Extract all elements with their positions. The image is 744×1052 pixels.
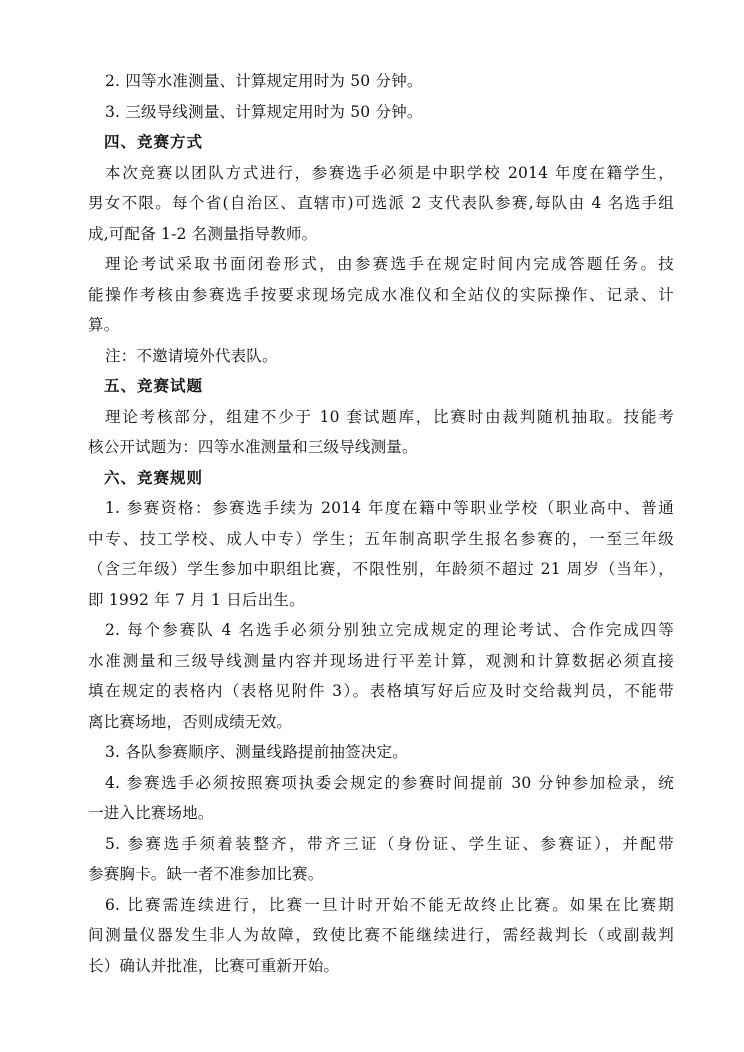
rule-line: 水准测量和三级导线测量内容并现场进行平差计算，观测和计算数据必须直接 (88, 651, 674, 670)
rule-line: （含三年级）学生参加中职组比赛，不限性别，年龄须不超过 21 周岁（当年）， (88, 560, 674, 578)
paragraph-line: 核公开试题为：四等水准测量和三级导线测量。 (88, 438, 418, 456)
rule-line: 2. 每个参赛队 4 名选手必须分别独立完成规定的理论考试、合作完成四等 (105, 621, 674, 639)
paragraph-line: 本次竞赛以团队方式进行，参赛选手必须是中职学校 2014 年度在籍学生， (105, 163, 674, 182)
rule-line: 1. 参赛资格：参赛选手续为 2014 年度在籍中等职业学校（职业高中、普通 (105, 499, 674, 517)
paragraph-line: 算。 (88, 316, 120, 334)
rule-line: 3. 各队参赛顺序、测量线路提前抽签决定。 (105, 743, 408, 761)
rule-line: 一进入比赛场地。 (88, 804, 214, 822)
section-heading-competition-format: 四、竞赛方式 (104, 132, 204, 151)
paragraph-line: 男女不限。每个省(自治区、直辖市)可选派 2 支代表队参赛,每队由 4 名选手组 (88, 194, 674, 212)
rule-line: 5. 参赛选手须着装整齐，带齐三证（身份证、学生证、参赛证），并配带 (105, 834, 674, 853)
rule-line: 6. 比赛需连续进行，比赛一旦计时开始不能无故终止比赛。如果在比赛期 (105, 895, 674, 914)
rule-line: 即 1992 年 7 月 1 日后出生。 (88, 590, 305, 609)
rule-line: 长）确认并批准，比赛可重新开始。 (88, 956, 340, 975)
rule-line: 中专、技工学校、成人中专）学生；五年制高职学生报名参赛的，一至三年级 (88, 529, 674, 548)
paragraph-line: 能操作考核由参赛选手按要求现场完成水准仪和全站仪的实际操作、记录、计 (88, 285, 674, 304)
section-heading-competition-questions: 五、竞赛试题 (104, 376, 204, 395)
paragraph-line: 理论考核部分，组建不少于 10 套试题库，比赛时由裁判随机抽取。技能考 (105, 407, 674, 426)
rule-line: 填在规定的表格内（表格见附件 3）。表格填写好后应及时交给裁判员，不能带 (88, 682, 674, 700)
note-line: 注：不邀请境外代表队。 (105, 346, 278, 365)
rule-line: 离比赛场地，否则成绩无效。 (88, 712, 293, 731)
rule-line: 4. 参赛选手必须按照赛项执委会规定的参赛时间提前 30 分钟参加检录，统 (105, 773, 674, 792)
paragraph-line: 理论考试采取书面闭卷形式，由参赛选手在规定时间内完成答题任务。技 (105, 255, 674, 273)
section-heading-competition-rules: 六、竞赛规则 (104, 467, 204, 487)
rule-line: 间测量仪器发生非人为故障，致使比赛不能继续进行，需经裁判长（或副裁判 (88, 926, 674, 944)
rule-line: 参赛胸卡。缺一者不准参加比赛。 (88, 865, 324, 883)
list-item-time-traverse: 3. 三级导线测量、计算规定用时为 50 分钟。 (105, 102, 423, 121)
paragraph-line: 成,可配备 1-2 名测量指导教师。 (88, 224, 318, 243)
list-item-time-leveling: 2. 四等水准测量、计算规定用时为 50 分钟。 (105, 72, 423, 90)
